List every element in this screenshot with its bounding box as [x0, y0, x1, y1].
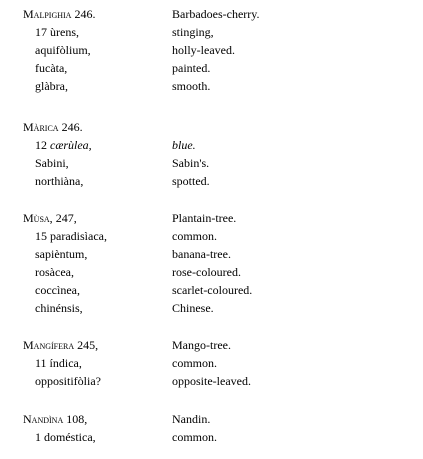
species-english-name: spotted.: [172, 174, 210, 188]
genus-heading: [23, 410, 87, 428]
genus-entry-mangifera: [0, 336, 423, 390]
species-english-name: Chinese.: [172, 301, 214, 315]
genus-heading: [23, 336, 98, 354]
species-latin-name: aquifòlium,: [35, 43, 91, 57]
species-row: [0, 428, 423, 446]
species-english-name: rose-coloured.: [172, 265, 241, 279]
genus-row: [0, 336, 423, 354]
species-english-name: common.: [172, 430, 217, 444]
species-latin-name: 17 ùrens,: [35, 25, 79, 39]
genus-row: [0, 209, 423, 227]
species-latin-name: northiàna,: [35, 174, 84, 188]
species-row: [0, 245, 423, 263]
genus-entry-nandina: [0, 410, 423, 446]
species-row: [0, 281, 423, 299]
species-row: [0, 77, 423, 95]
species-latin-name: sapièntum,: [35, 247, 88, 261]
genus-heading: [23, 209, 77, 227]
genus-common-name: Nandin.: [172, 412, 211, 426]
genus-common-name: Plantain-tree.: [172, 211, 237, 225]
genus-name: Malpighia: [23, 7, 72, 21]
species-row: [0, 23, 423, 41]
species-row: [0, 59, 423, 77]
genus-name: Nandìna: [23, 412, 64, 426]
species-row: [0, 136, 423, 154]
species-english-name: common.: [172, 356, 217, 370]
species-row: [0, 299, 423, 317]
species-row: [0, 41, 423, 59]
species-latin-name: 1 doméstica,: [35, 430, 96, 444]
species-latin-name: 11 índica,: [35, 356, 82, 370]
genus-number: 246.: [61, 120, 83, 134]
species-english-name: Sabin's.: [172, 156, 210, 170]
genus-common-name: Mango-tree.: [172, 338, 231, 352]
genus-row: [0, 5, 423, 23]
genus-entry-malpighia: [0, 5, 423, 95]
genus-name: Mùsa,: [23, 211, 53, 225]
species-latin-name: coccìnea,: [35, 283, 80, 297]
genus-row: [0, 410, 423, 428]
species-english-name: smooth.: [172, 79, 211, 93]
genus-number: 247,: [55, 211, 77, 225]
species-latin-name: fucàta,: [35, 61, 68, 75]
species-row: [0, 263, 423, 281]
species-row: [0, 172, 423, 190]
species-latin-name: rosàcea,: [35, 265, 74, 279]
genus-row: [0, 118, 423, 136]
species-english-name: blue.: [172, 138, 196, 152]
species-row: [0, 372, 423, 390]
species-english-name: opposite-leaved.: [172, 374, 251, 388]
genus-heading: [23, 118, 83, 136]
species-latin-name: Sabini,: [35, 156, 69, 170]
genus-heading: [23, 5, 95, 23]
genus-entry-marica: [0, 118, 423, 190]
genus-name: Màrica: [23, 120, 59, 134]
genus-entry-musa: [0, 209, 423, 317]
genus-number: 108,: [66, 412, 88, 426]
species-english-name: common.: [172, 229, 217, 243]
species-english-name: holly-leaved.: [172, 43, 235, 57]
genus-number: 245,: [77, 338, 99, 352]
species-english-name: banana-tree.: [172, 247, 231, 261]
species-row: [0, 227, 423, 245]
species-latin-name: 15 paradisìaca,: [35, 229, 107, 243]
species-english-name: painted.: [172, 61, 211, 75]
genus-number: 246.: [74, 7, 96, 21]
species-english-name: scarlet-coloured.: [172, 283, 253, 297]
species-latin-name: chinénsis,: [35, 301, 83, 315]
genus-common-name: Barbadoes-cherry.: [172, 7, 260, 21]
species-latin-name: glàbra,: [35, 79, 68, 93]
species-row: [0, 154, 423, 172]
species-latin-name: oppositifòlia?: [35, 374, 101, 388]
species-latin-epithet: cærùlea,: [50, 138, 92, 152]
genus-name: Mangífera: [23, 338, 75, 352]
species-english-name: stinging,: [172, 25, 214, 39]
species-latin-name: 12 cærùlea,: [35, 138, 92, 152]
species-row: [0, 354, 423, 372]
